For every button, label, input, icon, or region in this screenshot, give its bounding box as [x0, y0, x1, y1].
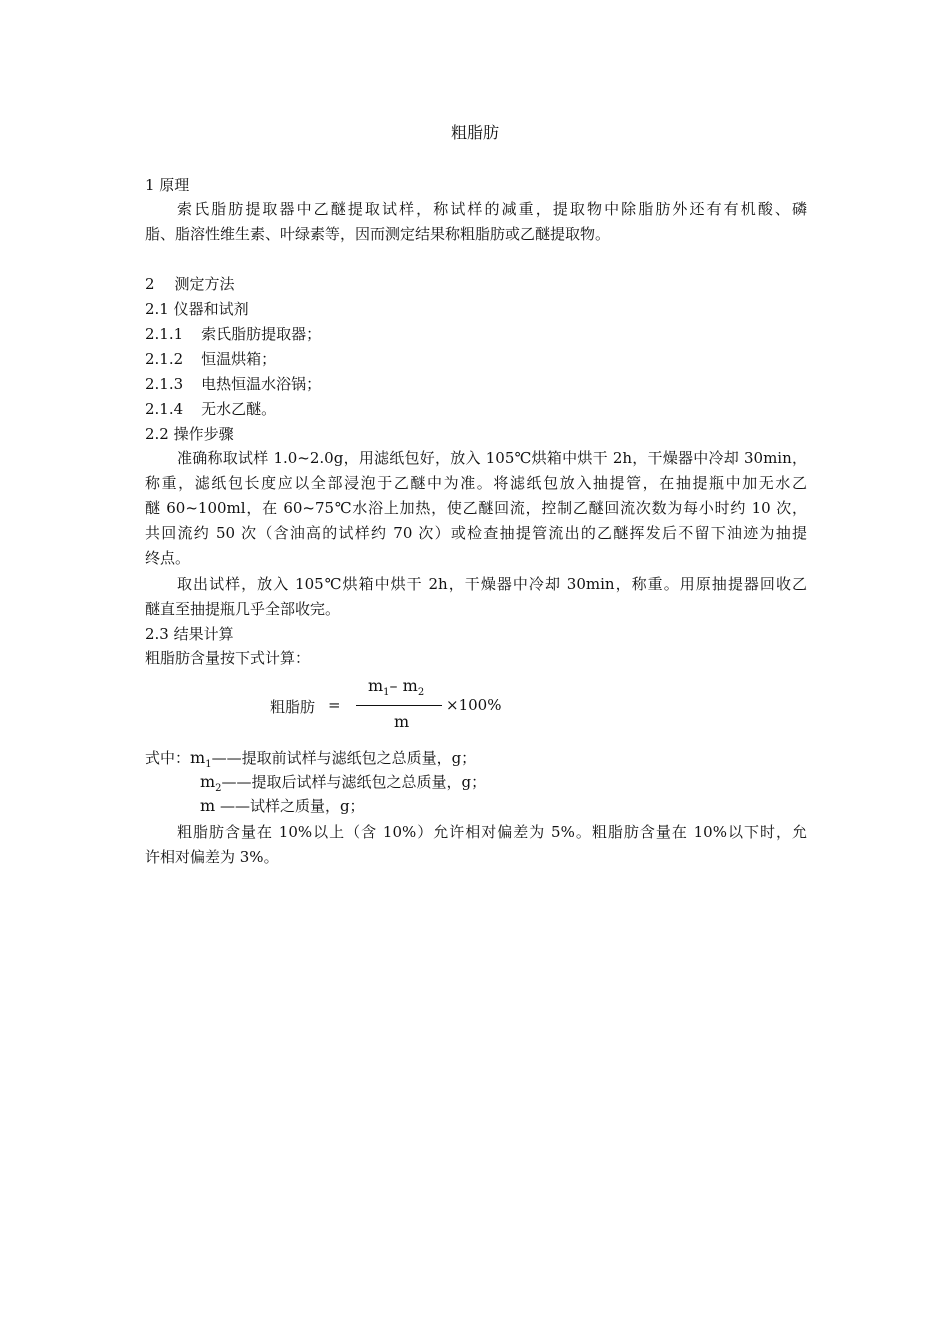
list-item-text: 电热恒温水浴锅；: [201, 375, 322, 393]
list-item: [145, 374, 321, 394]
paragraph-line: 醚直至抽提瓶几乎全部收完。: [145, 600, 341, 618]
variable-text: ——提取前试样与滤纸包之总质量，g；: [211, 749, 477, 767]
paragraph-line: 准确称取试样 1.0~2.0g，用滤纸包好，放入 105℃烘箱中烘干 2h，干燥器中冷却 30min，: [177, 449, 807, 467]
procedure-paragraph-2: [145, 572, 807, 622]
formula: [270, 676, 530, 736]
list-item-text: 无水乙醚。: [201, 400, 277, 418]
section-2-2-heading: 2.2 操作步骤: [145, 425, 234, 443]
list-item-number: 2.1.1: [145, 325, 184, 343]
paragraph-line: 粗脂肪含量在 10%以上（含 10%）允许相对偏差为 5%。粗脂肪含量在 10%以下时，允: [177, 823, 807, 841]
paragraph-line: 索氏脂肪提取器中乙醚提取试样，称试样的减重，提取物中除脂肪外还有有机酸、磷: [177, 200, 807, 218]
paragraph-line: 称重，滤纸包长度应以全部浸泡于乙醚中为准。将滤纸包放入抽提管，在抽提瓶中加无水乙: [145, 474, 807, 492]
section-2-heading: [145, 274, 235, 294]
page-title: 粗脂肪: [450, 123, 499, 142]
tolerance-paragraph: [145, 820, 807, 870]
section-1-heading: 1 原理: [145, 176, 190, 194]
section-2-3-heading: 2.3 结果计算: [145, 625, 234, 643]
section-2-title: 测定方法: [174, 275, 235, 293]
variable-subscript: 1: [205, 759, 212, 770]
list-item-number: 2.1.2: [145, 350, 184, 368]
variable-definition: [200, 772, 486, 799]
variable-text: ——试样之质量，g；: [215, 797, 365, 815]
list-item: [145, 349, 276, 369]
formula-equals: =: [328, 696, 341, 714]
list-item-text: 恒温烘箱；: [201, 350, 277, 368]
formula-denominator: m: [394, 712, 410, 731]
formula-numerator: $m_1-$ $m_2$: [368, 676, 425, 698]
list-item: [145, 324, 321, 344]
list-item-text: 索氏脂肪提取器；: [201, 325, 322, 343]
variable-definition: [145, 748, 476, 775]
variable-subscript: 2: [215, 783, 222, 794]
paragraph-line: 许相对偏差为 3%。: [145, 848, 279, 866]
paragraph-line: 醚 60~100ml，在 60~75℃水浴上加热，使乙醚回流，控制乙醚回流次数为每小时约 10 次，: [145, 499, 807, 517]
paragraph-line: 取出试样，放入 105℃烘箱中烘干 2h，干燥器中冷却 30min，称重。用原抽提器回收乙: [177, 575, 807, 593]
formula-multiplier: ×100%: [446, 696, 502, 714]
section-1-paragraph: [145, 197, 807, 247]
paragraph-line: 终点。: [145, 549, 191, 567]
list-item: [145, 399, 276, 419]
where-prefix: 式中：: [145, 749, 191, 767]
list-item-number: 2.1.3: [145, 375, 184, 393]
variable-definition: [200, 796, 365, 816]
variable-symbol: m: [200, 796, 216, 815]
variable-symbol: m: [200, 772, 216, 791]
section-2-1-heading: 2.1 仪器和试剂: [145, 300, 249, 318]
fraction-bar: [356, 705, 442, 706]
formula-label: 粗脂肪: [270, 698, 316, 716]
variable-text: ——提取后试样与滤纸包之总质量，g；: [221, 773, 487, 791]
formula-intro: 粗脂肪含量按下式计算：: [145, 649, 311, 667]
variable-symbol: m: [190, 748, 206, 767]
procedure-paragraph-1: [145, 446, 807, 571]
paragraph-line: 脂、脂溶性维生素、叶绿素等，因而测定结果称粗脂肪或乙醚提取物。: [145, 225, 611, 243]
paragraph-line: 共回流约 50 次（含油高的试样约 70 次）或检查抽提管流出的乙醚挥发后不留下油迹为抽提: [145, 524, 807, 542]
list-item-number: 2.1.4: [145, 400, 184, 418]
section-2-number: 2: [145, 275, 155, 293]
